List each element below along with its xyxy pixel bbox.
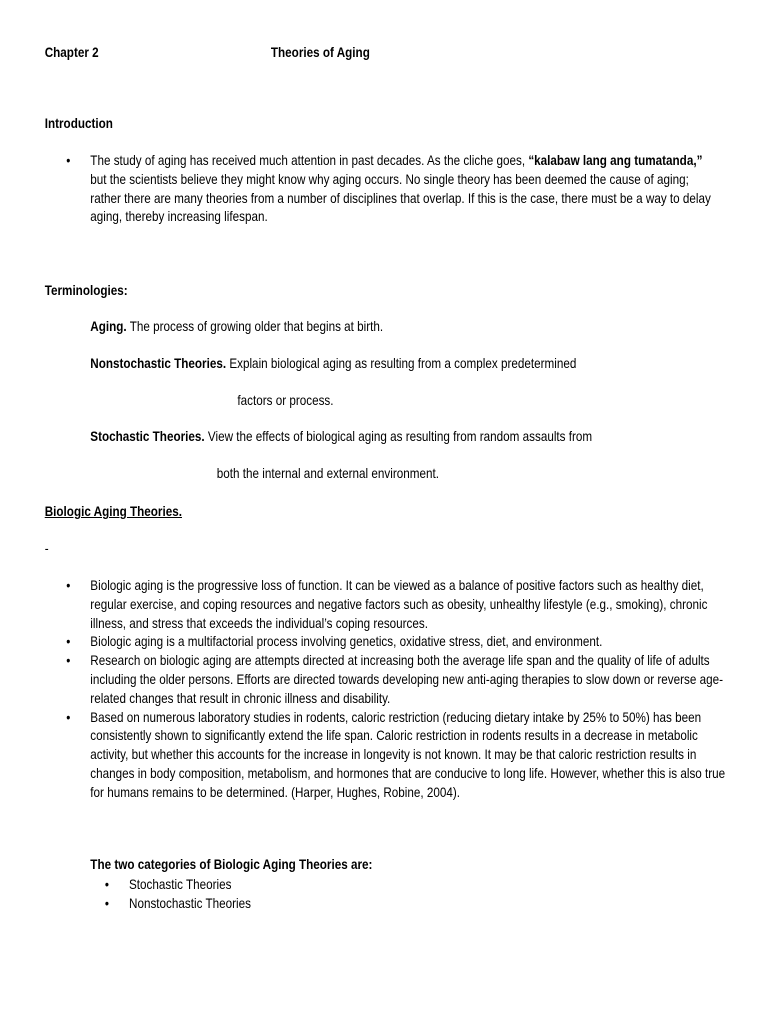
term-stochastic-definition: View the effects of biological aging as resulting from random assaults from (204, 429, 593, 444)
category-stochastic: Stochastic Theories (129, 877, 232, 892)
list-item (104, 876, 473, 895)
term-stochastic-label: Stochastic Theories. (90, 429, 205, 444)
categories-heading: The two categories of Biologic Aging Theories are: (90, 857, 373, 872)
introduction-list (66, 152, 715, 227)
bullet-icon: • (66, 709, 71, 725)
biologic-bullet-text: Based on numerous laboratory studies in rodents, caloric restriction (reducing dietary intake by 25% to 50%) has been consistently shown to significantly extend the life span. Caloric restriction in rodents results in a decrease in metabolic activity, but whether this accounts for the increase in longevity is not known. It may be that caloric restriction results in changes in body composition, metabolism, and hormones that are conducive to long life. However, whether this is also true for humans remains to be determined. (Harper, Hughes, Robine, 2004). (90, 709, 726, 800)
bullet-icon: • (66, 653, 71, 669)
bullet-icon: • (104, 877, 110, 892)
bullet-icon: • (66, 153, 71, 168)
intro-quote: “kalabaw lang ang tumatanda,” (528, 153, 703, 168)
list-item (66, 577, 726, 633)
list-item (104, 895, 473, 914)
chapter-title: Theories of Aging (270, 45, 370, 60)
intro-text-pre: The study of aging has received much attention in past decades. As the cliche goes, (90, 153, 529, 168)
biologic-list (66, 577, 726, 803)
bullet-icon: • (66, 578, 71, 593)
terminologies-heading: Terminologies: (44, 283, 128, 298)
list-item (66, 633, 726, 652)
categories-list (104, 876, 473, 914)
list-item (66, 152, 715, 227)
list-item (66, 652, 726, 708)
term-nonstochastic-label: Nonstochastic Theories. (90, 356, 227, 371)
term-nonstochastic-definition: Explain biological aging as resulting from a complex predetermined (226, 356, 577, 371)
list-item (66, 709, 726, 803)
term-nonstochastic-continuation: factors or process. (237, 393, 334, 408)
term-aging-definition: The process of growing older that begins at birth. (126, 319, 384, 334)
term-aging (90, 319, 383, 334)
biologic-bullet-text: Research on biologic aging are attempts directed at increasing both the average life span and the quality of life of adults including the older persons. Efforts are directed towards developing new anti-aging therapies to slow down or reverse age-related changes that result in chronic illness and disability. (90, 653, 724, 706)
term-nonstochastic (90, 356, 576, 371)
dash-mark: - (44, 541, 49, 556)
biologic-bullet-text: Biologic aging is a multifactorial process involving genetics, oxidative stress, diet, and environment. (90, 634, 603, 650)
bullet-icon: • (66, 634, 71, 650)
biologic-heading: Biologic Aging Theories. (44, 504, 182, 519)
intro-text-post: but the scientists believe they might know why aging occurs. No single theory has been deemed the cause of aging; rather there are many theories from a number of disciplines that overlap. If this is the case, there must be a way to delay aging, thereby increasing lifespan. (90, 171, 711, 225)
term-aging-label: Aging. (90, 319, 127, 334)
category-nonstochastic: Nonstochastic Theories (129, 895, 251, 911)
term-stochastic (90, 429, 592, 444)
chapter-label: Chapter 2 (44, 45, 99, 60)
term-stochastic-continuation: both the internal and external environment. (216, 466, 439, 481)
introduction-heading: Introduction (44, 116, 113, 131)
biologic-bullet-text: Biologic aging is the progressive loss of function. It can be viewed as a balance of positive factors such as healthy diet, regular exercise, and coping resources and negative factors such as obesity, unhealthy lifestyle (e.g., smoking), chronic illness, and stress that exceeds the individual’s coping resources. (90, 578, 708, 631)
bullet-icon: • (104, 895, 110, 911)
